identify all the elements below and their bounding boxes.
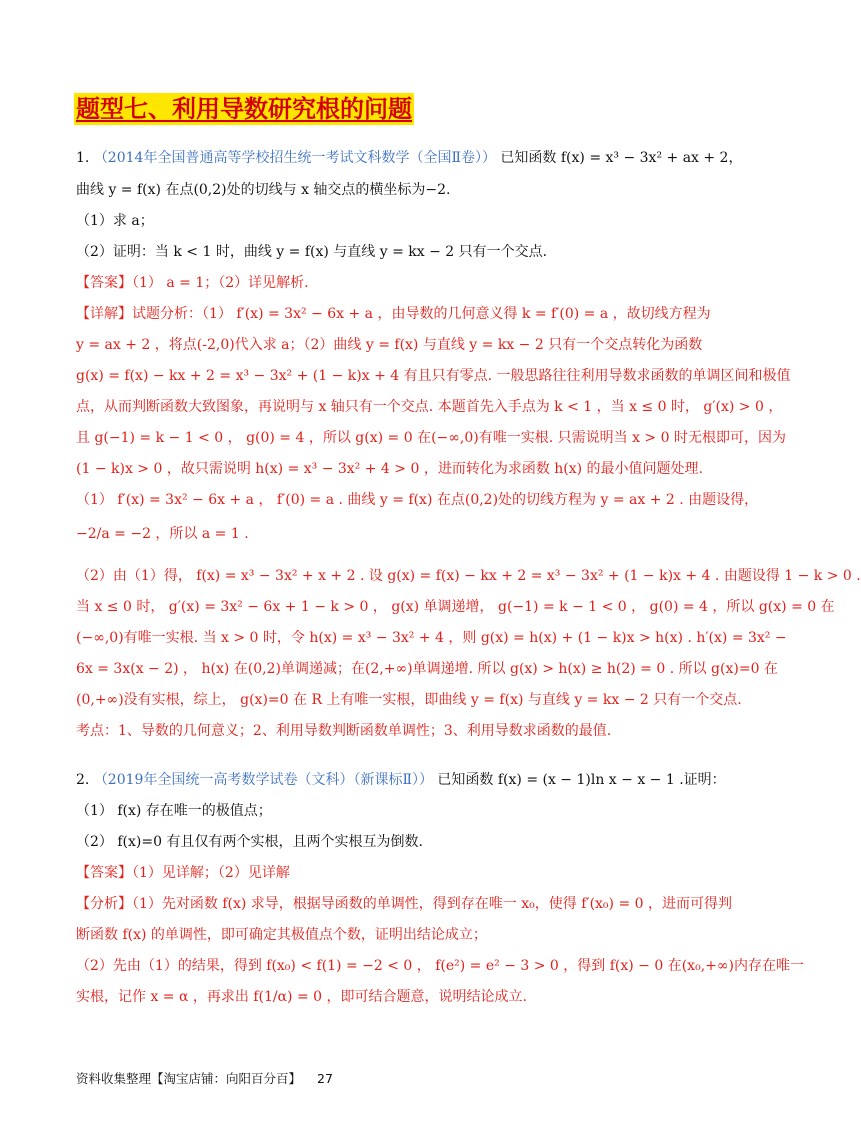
problem1-solution-line: (0,+∞)没有实根，综上， g(x)=0 在 R 上有唯一实根，即曲线 y = f(x) 与直线 y = kx − 2 只有一个交点. bbox=[76, 692, 742, 708]
problem2-analysis-line: 断函数 f(x) 的单调性，即可确定其极值点个数，证明出结论成立； bbox=[76, 927, 487, 943]
problem1-header bbox=[76, 146, 743, 170]
problem2-header bbox=[76, 768, 736, 792]
problem1-detail-line: (1 − k)x > 0 ，故只需说明 h(x) = x³ − 3x² + 4 > 0 ，进而转化为求函数 h(x) 的最小值问题处理. bbox=[76, 461, 704, 477]
problem1-solution-line: （2）由（1）得， f(x) = x³ − 3x² + x + 2 . 设 g(x) = f(x) − kx + 2 = x³ − 3x² + (1 − k)x + 4 . 由题设得 1 − k > 0 . bbox=[76, 568, 861, 584]
problem1-number: 1. bbox=[76, 150, 90, 166]
problem2-analysis-line: 实根，记作 x = α ，再求出 f(1/α) = 0 ，即可结合题意，说明结论成立. bbox=[76, 989, 527, 1005]
problem1-solution-line: (−∞,0)有唯一实根. 当 x > 0 时，令 h(x) = x³ − 3x² + 4 ，则 g(x) = h(x) + (1 − k)x > h(x) . h′(x) = 3x² − bbox=[76, 630, 787, 646]
problem1-kaodian: 考点：1、导数的几何意义；2、利用导数判断函数单调性；3、利用导数求函数的最值. bbox=[76, 723, 612, 739]
section-title: 题型七、利用导数研究根的问题 bbox=[76, 95, 412, 123]
problem1-line: 曲线 y = f(x) 在点(0,2)处的切线与 x 轴交点的横坐标为−2. bbox=[76, 182, 451, 198]
problem1-detail-line: y = ax + 2 ，将点(-2,0)代入求 a；（2）曲线 y = f(x) 与直线 y = kx − 2 只有一个交点转化为函数 bbox=[76, 337, 703, 353]
problem1-detail-line: 且 g(−1) = k − 1 < 0 ， g(0) = 4 ，所以 g(x) = 0 在(−∞,0)有唯一实根. 只需说明当 x > 0 时无根即可，因为 bbox=[76, 430, 786, 446]
problem1-part2: （2）证明：当 k < 1 时，曲线 y = f(x) 与直线 y = kx − 2 只有一个交点. bbox=[76, 244, 548, 260]
problem1-detail-line: g(x) = f(x) − kx + 2 = x³ − 3x² + (1 − k)x + 4 有且只有零点. 一般思路往往利用导数求函数的单调区间和极值 bbox=[76, 368, 791, 384]
problem1-detail-line: 点，从而判断函数大致图象，再说明与 x 轴只有一个交点. 本题首先入手点为 k < 1 ，当 x ≤ 0 时， g′(x) > 0 ， bbox=[76, 399, 783, 415]
problem2-source: （2019年全国统一高考数学试卷（文科）（新课标Ⅱ）） bbox=[93, 772, 433, 788]
problem2-answer: 【答案】（1）见详解；（2）见详解 bbox=[76, 865, 290, 881]
problem2-analysis-line: （2）先由（1）的结果，得到 f(x₀) < f(1) = −2 < 0 ， f(e²) = e² − 3 > 0 ，得到 f(x) − 0 在(x₀,+∞)内存在唯一 bbox=[76, 958, 804, 974]
problem1-solution-line: （1） f′(x) = 3x² − 6x + a ， f′(0) = a . 曲线 y = f(x) 在点(0,2)处的切线方程为 y = ax + 2 . 由题设得， bbox=[76, 492, 759, 508]
problem2-part2: （2） f(x)=0 有且仅有两个实根，且两个实根互为倒数. bbox=[76, 834, 423, 850]
page-footer bbox=[76, 1069, 333, 1087]
problem2-number: 2. bbox=[76, 772, 90, 788]
problem1-detail-line: 【详解】试题分析：（1） f′(x) = 3x² − 6x + a ，由导数的几何意义得 k = f′(0) = a ，故切线方程为 bbox=[76, 306, 711, 322]
problem2-analysis-line: 【分析】（1）先对函数 f(x) 求导，根据导函数的单调性，得到存在唯一 x₀，使得 f′(x₀) = 0 ，进而可得判 bbox=[76, 896, 732, 912]
problem2-stem: 已知函数 f(x) = (x − 1)ln x − x − 1 .证明： bbox=[437, 772, 726, 788]
page-number: 27 bbox=[317, 1071, 333, 1086]
problem1-solution-line: 6x = 3x(x − 2) ， h(x) 在(0,2)单调递减；在(2,+∞)单调递增. 所以 g(x) > h(x) ≥ h(2) = 0 . 所以 g(x)=0 在 bbox=[76, 661, 778, 677]
problem1-part1: （1）求 a； bbox=[76, 213, 154, 229]
problem1-answer: 【答案】（1） a = 1；（2）详见解析. bbox=[76, 275, 309, 291]
footer-text: 资料收集整理【淘宝店铺：向阳百分百】 bbox=[76, 1071, 302, 1086]
problem2-part1: （1） f(x) 存在唯一的极值点； bbox=[76, 803, 272, 819]
problem1-source: （2014年全国普通高等学校招生统一考试文科数学（全国Ⅱ卷）） bbox=[93, 150, 496, 166]
problem1-stem: 已知函数 f(x) = x³ − 3x² + ax + 2， bbox=[500, 150, 743, 166]
problem1-solution-line: 当 x ≤ 0 时， g′(x) = 3x² − 6x + 1 − k > 0 ， g(x) 单调递增， g(−1) = k − 1 < 0 ， g(0) = 4 ，所以 g(x) = 0 在 bbox=[76, 599, 835, 615]
problem1-solution-line: −2/a = −2 ，所以 a = 1 . bbox=[76, 526, 249, 542]
